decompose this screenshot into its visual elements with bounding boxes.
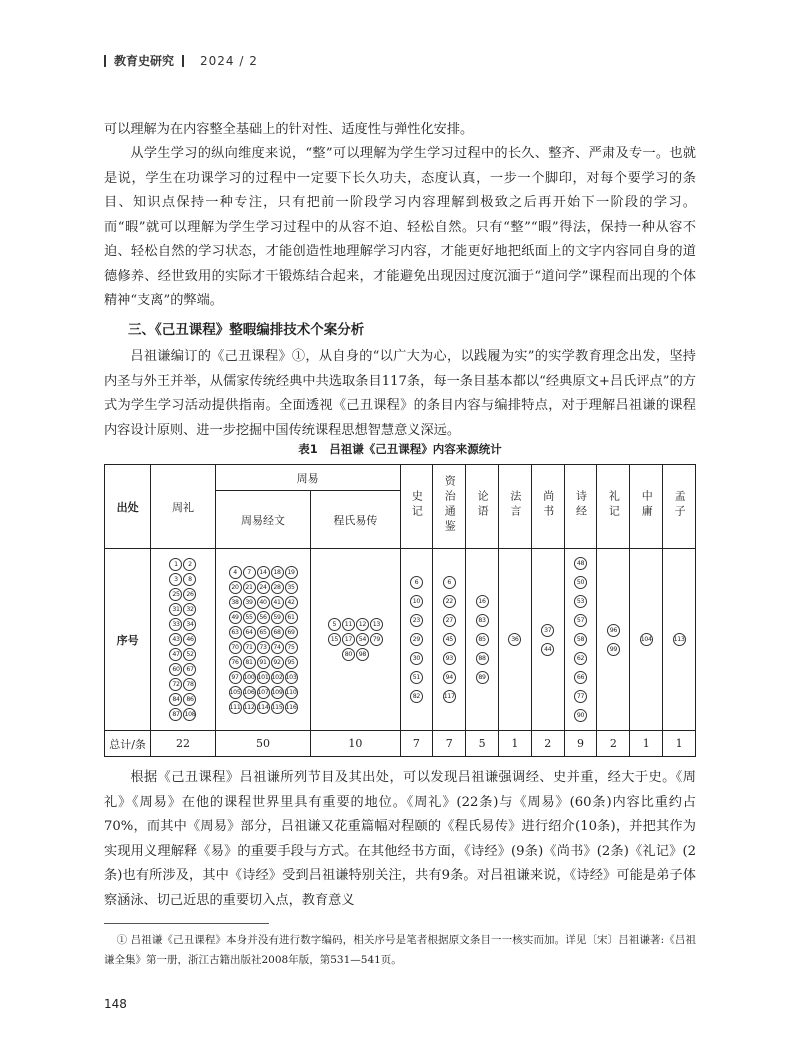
index-number: 55 (243, 611, 256, 624)
header-row-1 (105, 465, 696, 491)
index-cell-5 (466, 549, 499, 731)
index-number: 14 (257, 566, 270, 579)
index-number: 16 (476, 595, 489, 608)
journal-issue: 2024 / 2 (200, 53, 258, 68)
index-number: 45 (443, 633, 456, 646)
total-row (105, 731, 696, 757)
index-number: 32 (183, 603, 196, 616)
index-cell-6 (498, 549, 531, 731)
col-header (663, 465, 696, 549)
index-number: 112 (243, 701, 256, 714)
index-number: 29 (410, 633, 423, 646)
col-header (433, 465, 466, 549)
index-number: 79 (370, 633, 383, 646)
index-number: 22 (443, 595, 456, 608)
index-number: 57 (574, 614, 587, 627)
total-cell-4: 7 (433, 731, 466, 757)
index-number: 68 (271, 626, 284, 639)
index-cell-8 (564, 549, 597, 731)
index-number: 80 (342, 648, 355, 661)
index-number: 11 (342, 618, 355, 631)
index-number: 6 (443, 576, 456, 589)
index-cell-10 (630, 549, 663, 731)
index-number: 101 (257, 671, 270, 684)
index-number: 95 (285, 656, 298, 669)
col-name-10: 中庸 (640, 490, 654, 520)
index-cell-0 (151, 549, 216, 731)
index-number: 89 (476, 671, 489, 684)
index-list (161, 555, 205, 724)
col-header (151, 465, 216, 549)
total-cell-6: 1 (498, 731, 531, 757)
col-name-4: 资治通鉴 (443, 475, 457, 535)
index-number: 61 (285, 611, 298, 624)
index-list (466, 595, 498, 684)
index-number: 49 (229, 611, 242, 624)
index-number: 102 (271, 671, 284, 684)
index-number: 6 (410, 576, 423, 589)
index-number: 23 (410, 614, 423, 627)
footnote-divider (104, 923, 269, 924)
index-number: 97 (229, 671, 242, 684)
col-name-8: 诗经 (574, 490, 588, 520)
index-number: 39 (243, 596, 256, 609)
col-name-1: 周易经文 (241, 513, 286, 527)
index-number: 109 (271, 686, 284, 699)
index-number: 100 (243, 671, 256, 684)
index-number: 93 (443, 652, 456, 665)
source-statistics-table (104, 464, 696, 757)
total-cell-2: 10 (311, 731, 400, 757)
index-row (105, 549, 696, 731)
index-number: 111 (229, 701, 242, 714)
index-number: 38 (229, 596, 242, 609)
index-number: 24 (257, 581, 270, 594)
index-list (630, 633, 662, 646)
index-number: 86 (183, 693, 196, 706)
index-cell-2 (311, 549, 400, 731)
col-name-9: 礼记 (607, 490, 621, 520)
index-number: 21 (243, 581, 256, 594)
index-number: 84 (169, 693, 182, 706)
index-list (321, 615, 389, 664)
total-cell-5: 5 (466, 731, 499, 757)
index-cell-1 (215, 549, 310, 731)
paragraph-3: 吕祖谦编订的《己丑课程》①，从自身的“以广大为心，以践履为实”的实学教育理念出发，坚持内圣与外王并举，从儒家传统经典中共选取条目117条，每一条目基本都以“经典原文+吕氏评点”的方式为学生学习活动提供指南。全面透视《己丑课程》的条目内容与编排特点，对于理解吕祖谦的课程内容设计原则、进一步挖掘中国传统课程思想智慧意义深远。 (104, 349, 696, 438)
index-number: 35 (285, 581, 298, 594)
index-number: 5 (328, 618, 341, 631)
col-name-3: 史记 (410, 490, 424, 520)
index-list (433, 576, 465, 703)
index-number: 85 (476, 633, 489, 646)
row-label-index: 序号 (105, 549, 151, 731)
index-number: 19 (285, 566, 298, 579)
index-number: 60 (169, 663, 182, 676)
total-cell-10: 1 (630, 731, 663, 757)
index-number: 67 (183, 663, 196, 676)
col-header (630, 465, 663, 549)
index-number: 25 (169, 588, 182, 601)
index-number: 1 (169, 558, 182, 571)
index-number: 81 (243, 656, 256, 669)
index-number: 113 (673, 633, 686, 646)
table-caption: 表1 吕祖谦《己丑课程》内容来源统计 (298, 442, 502, 456)
index-number: 116 (285, 701, 298, 714)
index-number: 30 (410, 652, 423, 665)
index-number: 10 (410, 595, 423, 608)
index-number: 64 (243, 626, 256, 639)
index-number: 4 (229, 566, 242, 579)
index-number: 71 (243, 641, 256, 654)
index-number: 72 (169, 678, 182, 691)
col-name-6: 法言 (508, 490, 522, 520)
index-number: 17 (342, 633, 355, 646)
index-list (663, 633, 695, 646)
index-cell-4 (433, 549, 466, 731)
index-list (565, 557, 597, 722)
index-number: 107 (257, 686, 270, 699)
total-cell-7: 2 (531, 731, 564, 757)
index-number: 34 (183, 618, 196, 631)
index-number: 77 (574, 690, 587, 703)
header-bar-left (104, 55, 106, 67)
index-number: 106 (243, 686, 256, 699)
index-number: 27 (443, 614, 456, 627)
col-header (466, 465, 499, 549)
index-number: 104 (640, 633, 653, 646)
index-number: 37 (541, 624, 554, 637)
index-number: 3 (169, 573, 182, 586)
col-name-2: 程氏易传 (333, 513, 378, 527)
index-number: 114 (257, 701, 270, 714)
index-number: 98 (356, 648, 369, 661)
index-number: 20 (229, 581, 242, 594)
index-number: 75 (285, 641, 298, 654)
index-number: 40 (257, 596, 270, 609)
col-header (564, 465, 597, 549)
index-number: 94 (443, 671, 456, 684)
index-number: 50 (574, 576, 587, 589)
index-number: 88 (476, 652, 489, 665)
index-cell-3 (400, 549, 433, 731)
col-header (498, 465, 531, 549)
index-number: 33 (169, 618, 182, 631)
index-number: 15 (328, 633, 341, 646)
journal-title: 教育史研究 (114, 54, 175, 68)
col-header (531, 465, 564, 549)
index-number: 48 (574, 557, 587, 570)
index-number: 28 (271, 581, 284, 594)
index-cell-9 (597, 549, 630, 731)
index-number: 103 (285, 671, 298, 684)
col-header (400, 465, 433, 549)
header-bar-right (182, 55, 184, 67)
page-number: 148 (104, 997, 127, 1011)
index-number: 96 (607, 624, 620, 637)
paragraph-4: 根据《己丑课程》吕祖谦所列节目及其出处，可以发现吕祖谦强调经、史并重，经大于史。《周礼》《周易》在他的课程世界里具有重要的地位。《周礼》(22条)与《周易》(60条)内容比重约占70%，而其中《周易》部分，吕祖谦又花重篇幅对程颐的《程氏易传》进行绍介(10条)，并把其作为实现用义理解释《易》的重要手段与方式。在其他经书方面，《诗经》(9条)《尚书》(2条)《礼记》(2条)也有所涉及，其中《诗经》受到吕祖谦特别关注，共有9条。对吕祖谦来说，《诗经》可能是弟子体察涵泳、切己近思的重要切入点，教育意义 (104, 770, 696, 908)
index-number: 56 (257, 611, 270, 624)
total-cell-9: 2 (597, 731, 630, 757)
index-cell-11 (663, 549, 696, 731)
index-number: 13 (370, 618, 383, 631)
index-number: 82 (410, 690, 423, 703)
index-number: 51 (410, 671, 423, 684)
index-number: 73 (257, 641, 270, 654)
col-header (215, 491, 310, 549)
total-cell-1: 50 (215, 731, 310, 757)
index-number: 110 (285, 686, 298, 699)
index-number: 115 (271, 701, 284, 714)
index-number: 44 (541, 643, 554, 656)
total-cell-0: 22 (151, 731, 216, 757)
col-header (597, 465, 630, 549)
index-list (597, 624, 629, 656)
row-label-source: 出处 (105, 465, 151, 549)
index-number: 26 (183, 588, 196, 601)
index-number: 43 (169, 633, 182, 646)
row-label-total: 总计/条 (105, 731, 151, 757)
index-number: 90 (574, 709, 587, 722)
index-number: 91 (257, 656, 270, 669)
col-header (311, 491, 400, 549)
index-number: 7 (243, 566, 256, 579)
section-heading: 三、《己丑课程》整暇编排技术个案分析 (128, 322, 365, 338)
index-number: 31 (169, 603, 182, 616)
footnote: ① 吕祖谦《己丑课程》本身并没有进行数字编码，相关序号是笔者根据原文条目一一核实而加。详见〔宋〕吕祖谦著:《吕祖谦全集》第一册，浙江古籍出版社2008年版，第531—541页。 (104, 934, 696, 966)
running-header (104, 52, 258, 69)
index-number: 76 (229, 656, 242, 669)
index-number: 69 (285, 626, 298, 639)
index-number: 36 (508, 633, 521, 646)
index-number: 52 (183, 648, 196, 661)
total-cell-11: 1 (663, 731, 696, 757)
index-number: 117 (443, 690, 456, 703)
index-number: 42 (285, 596, 298, 609)
index-number: 47 (169, 648, 182, 661)
index-number: 12 (356, 618, 369, 631)
index-number: 58 (574, 633, 587, 646)
col-name-5: 论语 (476, 490, 490, 520)
index-number: 105 (229, 686, 242, 699)
index-number: 2 (183, 558, 196, 571)
index-number: 41 (271, 596, 284, 609)
col-name-11: 孟子 (673, 490, 687, 520)
index-number: 83 (476, 614, 489, 627)
index-number: 74 (271, 641, 284, 654)
index-number: 59 (271, 611, 284, 624)
index-number: 65 (257, 626, 270, 639)
index-number: 54 (356, 633, 369, 646)
col-name-0: 周礼 (171, 500, 194, 514)
index-number: 99 (607, 643, 620, 656)
index-number: 108 (183, 708, 196, 721)
index-list (401, 576, 433, 703)
col-group-zhouyi: 周易 (215, 465, 400, 491)
index-number: 66 (574, 671, 587, 684)
index-number: 87 (169, 708, 182, 721)
index-number: 62 (574, 652, 587, 665)
total-cell-3: 7 (400, 731, 433, 757)
index-number: 18 (271, 566, 284, 579)
index-number: 63 (229, 626, 242, 639)
paragraph-1: 可以理解为在内容整全基础上的针对性、适度性与弹性化安排。 (104, 122, 474, 137)
total-cell-8: 9 (564, 731, 597, 757)
index-cell-7 (531, 549, 564, 731)
index-list (499, 633, 531, 646)
index-number: 78 (183, 678, 196, 691)
index-number: 8 (183, 573, 196, 586)
index-number: 70 (229, 641, 242, 654)
index-list (223, 563, 303, 717)
index-list (532, 624, 564, 656)
paragraph-2: 从学生学习的纵向维度来说，“整”可以理解为学生学习过程中的长久、整齐、严肃及专一。也就是说，学生在功课学习的过程中一定要下长久功夫，态度认真，一步一个脚印，对每个要学习的条目、知识点保持一种专注，只有把前一阶段学习内容理解到极致之后再开始下一阶段的学习。而“暇”就可以理解为学生学习过程中的从容不迫、轻松自然。只有“整”“暇”得法，保持一种从容不迫、轻松自然的学习状态，才能创造性地理解学习内容，才能更好地把纸面上的文字内容同自身的道德修养、经世致用的实际才干锻炼结合起来，才能避免出现因过度沉湎于“道问学”课程而出现的个体精神“支离”的弊端。 (104, 146, 696, 308)
col-name-7: 尚书 (541, 490, 555, 520)
index-number: 53 (574, 595, 587, 608)
index-number: 92 (271, 656, 284, 669)
index-number: 46 (183, 633, 196, 646)
